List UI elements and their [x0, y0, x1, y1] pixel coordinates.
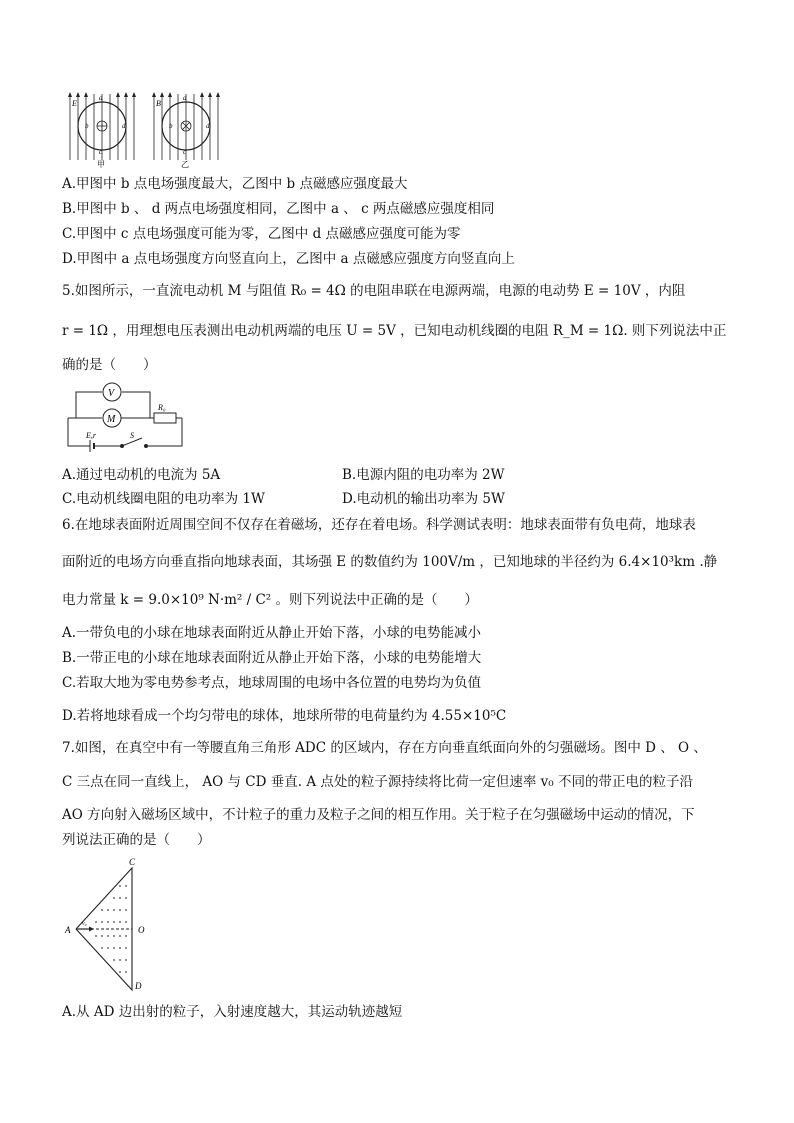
q4-option-d: D.甲图中 a 点电场强度方向竖直向上，乙图中 a 点磁感应强度方向竖直向上	[62, 251, 515, 267]
label-C: C	[129, 857, 136, 867]
q6-option-d: D.若将地球看成一个均匀带电的球体，地球所带的电荷量约为 4.55×10⁵C	[62, 708, 507, 724]
q5-option-b: B.电源内阻的电功率为 2W	[342, 467, 505, 483]
label-O: O	[138, 925, 145, 935]
label-v0: v₀	[82, 921, 87, 927]
q6-option-a: A.一带负电的小球在地球表面附近从静止开始下落，小球的电势能减小	[62, 625, 482, 641]
q7-option-a: A.从 AD 边出射的粒子，入射速度越大，其运动轨迹越短	[62, 1004, 403, 1020]
circuit-diagram	[62, 380, 188, 452]
caption-yi: 乙	[181, 160, 189, 168]
q7-stem-line2: C 三点在同一直线上， AO 与 CD 垂直. A 点处的粒子源持续将比荷一定但速率 v₀ 不同的带正电的粒子沿	[62, 774, 693, 790]
caption-jia: 甲	[97, 160, 105, 168]
switch-label: S	[130, 431, 134, 440]
triangle-field-diagram	[62, 856, 162, 992]
q5-option-c: C.电动机线圈电阻的电功率为 1W	[62, 491, 265, 507]
label-D: D	[135, 981, 142, 991]
q4-option-c: C.甲图中 c 点电场强度可能为零，乙图中 d 点磁感应强度可能为零	[62, 226, 461, 242]
q5-stem-line3: 确的是（ ）	[62, 357, 157, 373]
q4-option-b: B.甲图中 b 、 d 两点电场强度相同，乙图中 a 、 c 两点磁感应强度相同	[62, 201, 495, 217]
q4-option-a: A.甲图中 b 点电场强度最大，乙图中 b 点磁感应强度最大	[62, 176, 408, 192]
resistor-label: R₀	[158, 403, 166, 412]
field-diagram-figure	[62, 88, 222, 168]
battery-label: E,r	[86, 431, 96, 440]
q6-stem-line1: 6.在地球表面附近周围空间不仅存在着磁场，还存在着电场。科学测试表明：地球表面带有负电荷，地球表	[62, 517, 696, 533]
label-B: B	[156, 99, 161, 108]
label-c-left: c	[99, 148, 103, 156]
voltmeter-label: V	[108, 388, 115, 399]
label-a-left: a	[99, 94, 103, 102]
label-c-right: c	[183, 148, 187, 156]
label-d-right: d	[206, 122, 210, 130]
label-a-right: a	[183, 94, 187, 102]
label-E: E	[72, 99, 77, 108]
q5-option-d: D.电动机的输出功率为 5W	[342, 491, 505, 507]
q6-stem-line3: 电力常量 k = 9.0×10⁹ N·m² / C² 。则下列说法中正确的是（ ）	[62, 592, 479, 608]
label-d-left: d	[122, 122, 126, 130]
motor-label: M	[107, 414, 116, 425]
q7-stem-line1: 7.如图，在真空中有一等腰直角三角形 ADC 的区域内，存在方向垂直纸面向外的匀强磁场。图中 D 、 O 、	[62, 740, 707, 756]
label-b-left: b	[85, 122, 89, 130]
label-A: A	[65, 925, 71, 935]
q7-stem-line3: AO 方向射入磁场区域中，不计粒子的重力及粒子之间的相互作用。关于粒子在匀强磁场中运动的情况，下	[62, 807, 695, 823]
q6-stem-line2: 面附近的电场方向垂直指向地球表面，其场强 E 的数值约为 100V/m ，已知地球的半径约为 6.4×10³km .静	[62, 554, 718, 570]
q6-option-c: C.若取大地为零电势参考点，地球周围的电场中各位置的电势均为负值	[62, 675, 482, 691]
q5-stem-line1: 5.如图所示，一直流电动机 M 与阻值 R₀ = 4Ω 的电阻串联在电源两端，电源的电动势 E = 10V ，内阻	[62, 283, 686, 299]
q7-stem-line4: 列说法正确的是（ ）	[62, 832, 211, 848]
label-b-right: b	[169, 122, 173, 130]
q5-option-a: A.通过电动机的电流为 5A	[62, 467, 221, 483]
q6-option-b: B.一带正电的小球在地球表面附近从静止开始下落，小球的电势能增大	[62, 650, 482, 666]
q5-stem-line2: r = 1Ω ，用理想电压表测出电动机两端的电压 U = 5V ，已知电动机线圈的电阻 R_M = 1Ω. 则下列说法中正	[62, 323, 727, 339]
